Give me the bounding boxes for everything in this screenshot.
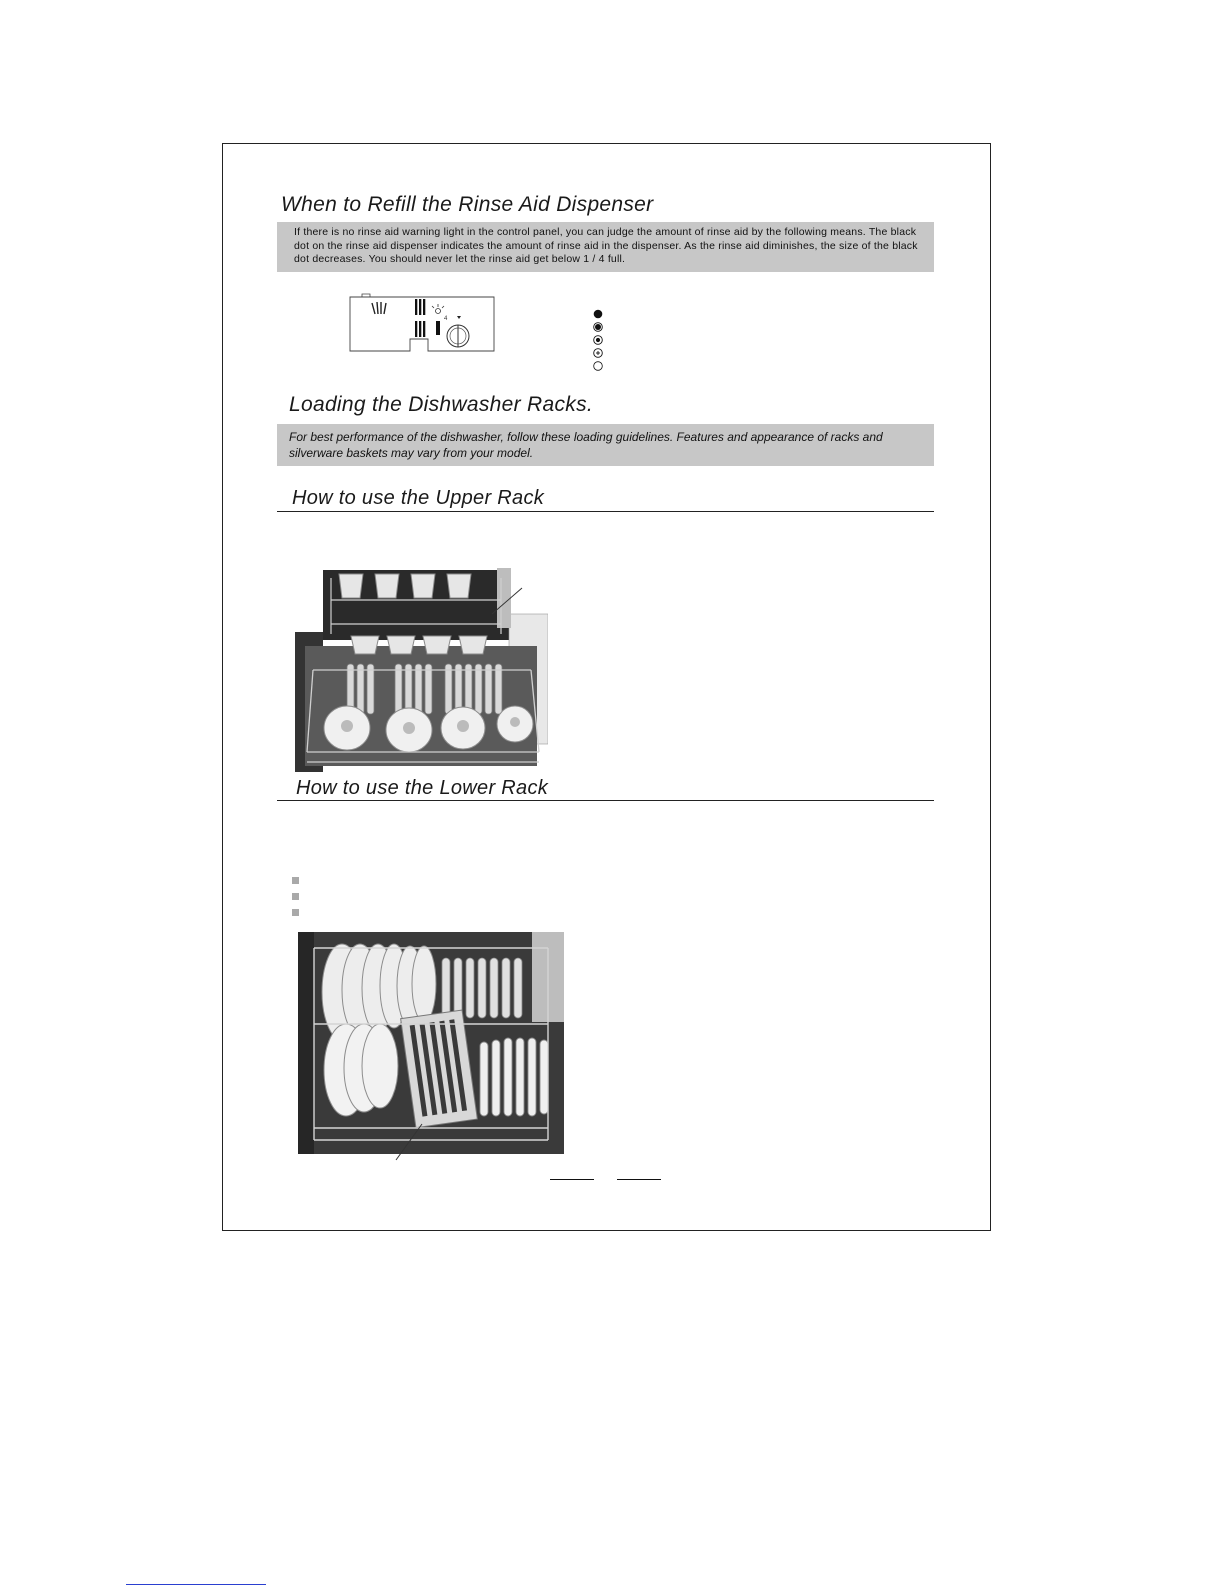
svg-text:4: 4 [444,316,448,322]
blank-underline [617,1179,661,1180]
loading-heading: Loading the Dishwasher Racks. [289,393,594,416]
rinse-aid-info-box [277,222,934,272]
lower-rack-divider [277,800,934,801]
rinse-aid-heading: When to Refill the Rinse Aid Dispenser [281,193,654,216]
loading-info-box [277,424,934,466]
level-quarter-icon [593,348,603,358]
level-empty-icon [593,361,603,371]
level-three-quarter-icon [593,322,603,332]
bullet-marker [292,893,299,900]
upper-rack-heading: How to use the Upper Rack [292,487,545,509]
lower-rack-photo [298,932,564,1154]
loading-body: For best performance of the dishwasher, follow these loading guidelines. Features and appearance of racks and silverware baskets may vary from your model. [289,430,883,460]
silverware-basket-callout-line [394,1122,424,1162]
level-half-icon [593,335,603,345]
rinse-aid-body: If there is no rinse aid warning light in the control panel, you can judge the amount of rinse aid by the following means. The black dot on the rinse aid dispenser indicates the amount of rinse aid in the dispenser. As the rinse aid diminishes, the size of the black dot decreases. You should never let the rinse aid get below 1 / 4 full. [294,226,918,265]
upper-rack-callout-line [490,586,524,616]
bullet-marker [292,909,299,916]
blank-underline [550,1179,594,1180]
rinse-aid-dispenser-diagram [348,291,496,353]
lower-rack-heading: How to use the Lower Rack [296,777,549,799]
bullet-marker [292,877,299,884]
level-full-icon [593,309,603,319]
upper-rack-divider [277,511,934,512]
